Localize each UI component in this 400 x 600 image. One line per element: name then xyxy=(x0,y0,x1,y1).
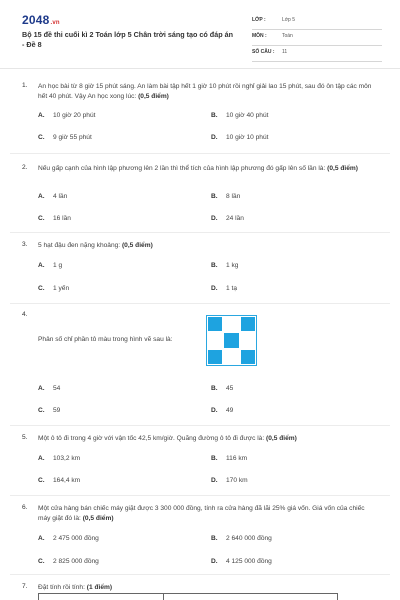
answer-option[interactable]: D. 10 giờ 10 phút xyxy=(211,134,269,141)
question-divider xyxy=(10,495,390,496)
question-text: 5 hạt đậu đen nặng khoảng: (0,5 điểm) xyxy=(38,242,153,249)
question-points: (0,5 điểm) xyxy=(327,165,358,172)
answer-option[interactable]: A. 2 475 000 đồng xyxy=(38,535,99,542)
calculation-table xyxy=(38,593,338,600)
answer-option[interactable]: B. 8 lần xyxy=(211,193,241,200)
logo-text: 2048 xyxy=(22,13,50,27)
answer-option[interactable]: B. 116 km xyxy=(211,455,248,462)
question-number: 6. xyxy=(22,504,28,511)
grid-cell xyxy=(224,317,238,331)
question-number: 5. xyxy=(22,434,28,441)
grid-cell xyxy=(224,350,238,364)
question-text: Nếu gấp cạnh của hình lập phương lên 2 lần thì thể tích của hình lập phương đó gấp lên số lần là: (0,5 điểm) xyxy=(38,165,358,172)
question-divider xyxy=(10,303,390,304)
answer-option[interactable]: D. 1 tạ xyxy=(211,285,237,292)
grid-cell xyxy=(208,333,222,347)
meta-value: Lớp 5 xyxy=(282,17,296,23)
table-divider xyxy=(163,594,164,600)
answer-option[interactable]: B. 2 640 000 đồng xyxy=(211,535,272,542)
answer-option[interactable]: C. 59 xyxy=(38,407,61,414)
meta-row-subject xyxy=(252,30,382,46)
logo-suffix: .vn xyxy=(50,20,60,26)
answer-option[interactable]: C. 16 lần xyxy=(38,215,71,222)
answer-option[interactable]: C. 2 825 000 đồng xyxy=(38,558,99,565)
document-header xyxy=(0,0,400,62)
site-logo[interactable] xyxy=(22,13,60,27)
grid-cell-shaded xyxy=(208,350,222,364)
meta-row-grade xyxy=(252,14,382,30)
answer-option[interactable]: A. 54 xyxy=(38,385,61,392)
question-number: 2. xyxy=(22,164,28,171)
question-points: (0,5 điểm) xyxy=(266,435,297,442)
meta-row-count xyxy=(252,46,382,62)
meta-label: LỚP : xyxy=(252,17,266,23)
question-divider xyxy=(10,574,390,575)
fraction-grid-figure xyxy=(206,315,257,366)
question-text: Phân số chỉ phần tô màu trong hình vẽ sau là: xyxy=(38,336,173,343)
grid-cell xyxy=(241,333,255,347)
answer-option[interactable]: C. 1 yến xyxy=(38,285,70,292)
answer-option[interactable]: A. 4 lần xyxy=(38,193,68,200)
answer-option[interactable]: D. 24 lần xyxy=(211,215,244,222)
answer-option[interactable]: D. 170 km xyxy=(211,477,248,484)
answer-option[interactable]: B. 1 kg xyxy=(211,262,239,269)
meta-label: MÔN : xyxy=(252,33,267,39)
answer-option[interactable]: B. 10 giờ 40 phút xyxy=(211,112,269,119)
grid-cell-shaded xyxy=(208,317,222,331)
question-text: Đặt tính rồi tính: (1 điểm) xyxy=(38,584,113,591)
question-points: (0,5 điểm) xyxy=(121,242,153,249)
answer-option[interactable]: A. 103,2 km xyxy=(38,455,81,462)
meta-info xyxy=(252,14,382,62)
question-divider xyxy=(10,425,390,426)
question-points: (0,5 điểm) xyxy=(138,93,169,100)
question-number: 4. xyxy=(22,311,28,318)
answer-option[interactable]: A. 1 g xyxy=(38,262,63,269)
answer-option[interactable]: A. 10 giờ 20 phút xyxy=(38,112,96,119)
grid-cell-shaded xyxy=(241,317,255,331)
answer-option[interactable]: C. 9 giờ 55 phút xyxy=(38,134,92,141)
question-divider xyxy=(10,153,390,154)
question-text: Một cửa hàng bán chiếc máy giặt được 3 300 000 đồng, tính ra cửa hàng đã lãi 25% giá vốn. Giá vốn của chiếc máy giặt đó là: (0,5 điểm) xyxy=(38,505,365,522)
meta-value: Toán xyxy=(282,33,293,39)
grid-cell-shaded xyxy=(241,350,255,364)
question-number: 7. xyxy=(22,583,28,590)
document-title: Bộ 15 đề thi cuối kì 2 Toán lớp 5 Chân trời sáng tạo có đáp án - Đề 8 xyxy=(22,30,233,49)
header-divider xyxy=(0,68,400,69)
question-divider xyxy=(10,232,390,233)
meta-value: 11 xyxy=(282,49,288,55)
question-points: (0,5 điểm) xyxy=(82,515,114,522)
question-number: 1. xyxy=(22,82,28,89)
question-text: An học bài từ 8 giờ 15 phút sáng. An làm bài tập hết 1 giờ 10 phút rồi nghỉ giải lao 15 phút, sau đó ôn tập các môn hết 40 phút. Vậy An học xong lúc: (0,5 điểm) xyxy=(38,83,372,100)
question-text: Một ô tô đi trong 4 giờ với vận tốc 42,5 km/giờ. Quãng đường ô tô đi được là: (0,5 điểm) xyxy=(38,435,297,442)
answer-option[interactable]: D. 49 xyxy=(211,407,234,414)
grid-cell-shaded xyxy=(224,333,238,347)
answer-option[interactable]: C. 164,4 km xyxy=(38,477,81,484)
answer-option[interactable]: B. 45 xyxy=(211,385,234,392)
answer-option[interactable]: D. 4 125 000 đồng xyxy=(211,558,272,565)
question-points: (1 điểm) xyxy=(86,584,113,591)
meta-label: SỐ CÂU : xyxy=(252,49,275,55)
question-number: 3. xyxy=(22,241,28,248)
